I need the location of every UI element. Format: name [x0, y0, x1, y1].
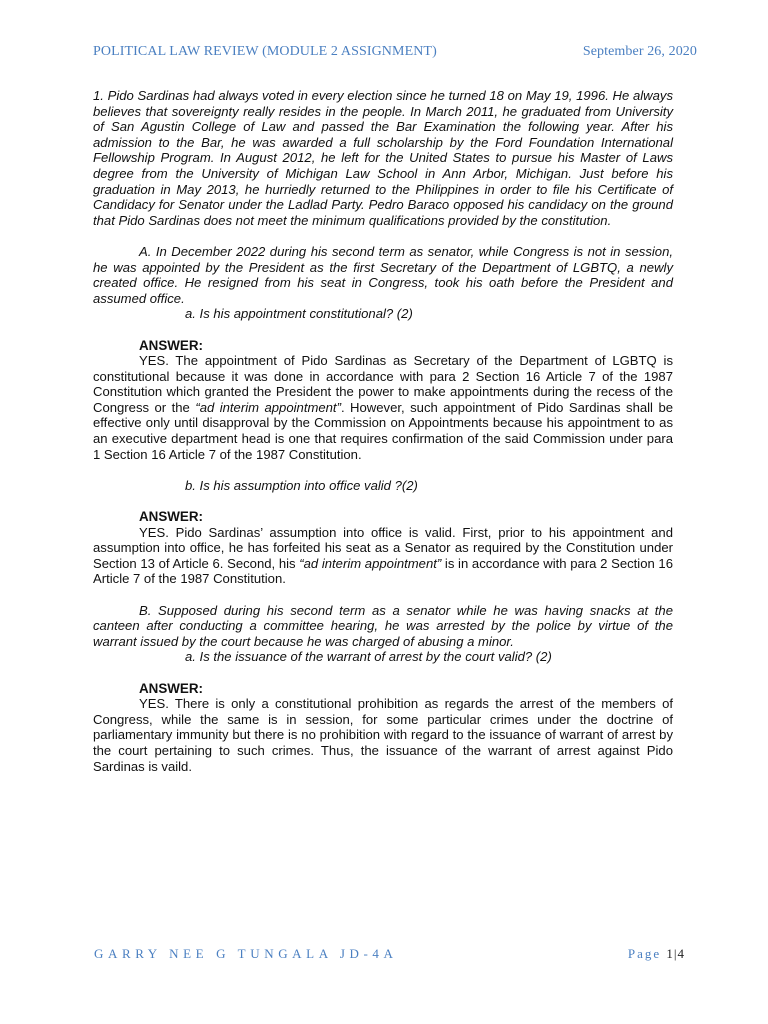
answer-a-a	[93, 353, 673, 462]
answer-b-a: YES. There is only a constitutional prohibition as regards the arrest of the members of Congress, while the same is in session, for some particular crimes under the doctrine of parliamentary immunity but there is no prohibition with regard to the issuance of warrant of arrest by the court pertaining to such crimes. Thus, the issuance of the warrant of arrest against Pido Sardinas is vaild.	[93, 696, 673, 774]
answer-label: ANSWER:	[139, 509, 203, 525]
part-a-scenario: A. In December 2022 during his second term as senator, while Congress is not in session, he was appointed by the President as the first Secretary of the Department of LGBTQ, a newly created office. He resigned from his seat in Congress, took his oath before the President and assumed office.	[93, 243, 673, 306]
part-b-scenario: B. Supposed during his second term as a senator while he was having snacks at the canteen after conducting a committee hearing, he was arrested by the police by virtue of the warrant issued by the court because he was charged of abusing a minor.	[93, 602, 673, 649]
answer-label: ANSWER:	[139, 337, 203, 353]
footer-page-number	[628, 946, 684, 962]
footer-author: GARRY NEE G TUNGALA JD-4A	[94, 946, 398, 961]
answer-text: YES. The appointment of Pido Sardinas as Secretary of the Department of LGBTQ is constitutional because it was done in accordance with para 2 Section 16 Article 7 of the 1987 Constitution which granted the President the power to make appointments during the recess of the Congress or the	[93, 353, 673, 415]
page-label: Page	[627, 946, 662, 961]
answer-label: ANSWER:	[139, 680, 203, 696]
answer-emphasis: “ad interim appointment”	[299, 555, 442, 571]
answer-text: is in accordance with para 2 Section 16 Article 7 of the 1987 Constitution.	[93, 555, 673, 587]
header-title: POLITICAL LAW REVIEW (MODULE 2 ASSIGNMENT)	[93, 44, 437, 59]
page-total: 4	[677, 946, 684, 961]
answer-emphasis: “ad interim appointment”	[195, 399, 341, 415]
question-b-a: a. Is the issuance of the warrant of arrest by the court valid? (2)	[185, 649, 552, 665]
answer-text: . However, such appointment of Pido Sardinas shall be effective only until disapproval by the Commission on Appointments because his appointment to as an executive department head is one that requires confirmation of the said Commission under para 1 Section 16 Article 7 of the 1987 Constitution.	[93, 399, 674, 462]
header-date: September 26, 2020	[582, 44, 697, 59]
answer-text: YES. Pido Sardinas’ assumption into office is valid. First, prior to his appointment and assumption into office, he has forfeited his seat as a Senator as required by the Constitution under Section 13 of Article 6. Second, his	[93, 524, 673, 571]
document-body	[93, 88, 673, 774]
question-a-b: b. Is his assumption into office valid ?(2)	[185, 477, 418, 493]
page-current: 1	[666, 946, 673, 961]
question-intro: 1. Pido Sardinas had always voted in every election since he turned 18 on May 19, 1996. He always believes that sovereignty really resides in the people. In March 2011, he graduated from University of San Agustin College of Law and passed the Bar Examination the following year. After his admission to the Bar, he was awarded a full scholarship by the Ford Foundation International Fellowship Program. In August 2012, he left for the United States to pursue his Master of Laws degree from the University of Michigan Law School in Ann Arbor, Michigan. Just before his graduation in May 2013, he hurriedly returned to the Philippines in order to file his Certificate of Candidacy for Senator under the Ladlad Party. Pedro Baraco opposed his candidacy on the ground that Pido Sardinas does not meet the minimum qualifications provided by the constitution.	[93, 88, 673, 228]
answer-a-b	[93, 525, 673, 587]
question-a-a: a. Is his appointment constitutional? (2)	[185, 306, 413, 322]
page-separator: |	[673, 946, 677, 961]
